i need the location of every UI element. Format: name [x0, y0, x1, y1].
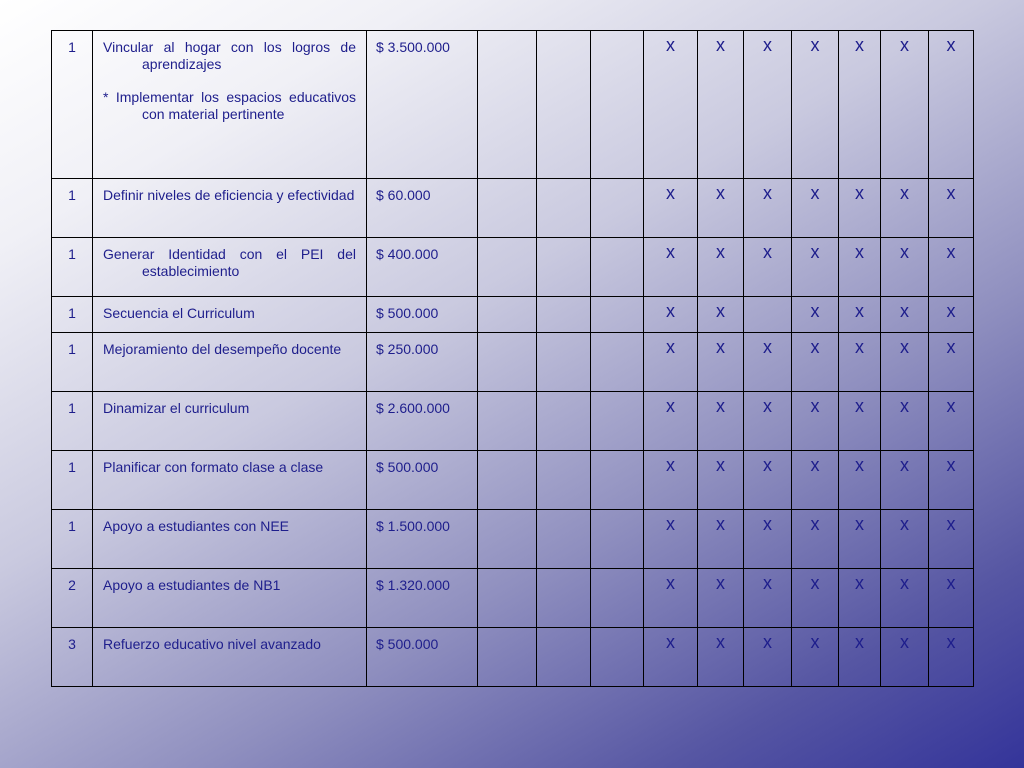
- activities-table: [51, 30, 974, 687]
- row-number: 3: [52, 628, 93, 687]
- schedule-mark: x: [839, 451, 881, 510]
- empty-cell: [537, 238, 591, 297]
- empty-cell: [478, 392, 537, 451]
- activity-cell: [93, 238, 367, 297]
- cost-cell: $ 500.000: [367, 297, 478, 333]
- empty-cell: [537, 569, 591, 628]
- schedule-mark: x: [881, 628, 929, 687]
- row-number: 1: [52, 297, 93, 333]
- activity-cell: [93, 392, 367, 451]
- schedule-mark: x: [792, 333, 839, 392]
- schedule-mark: x: [644, 451, 698, 510]
- row-number: 1: [52, 238, 93, 297]
- schedule-mark: x: [881, 451, 929, 510]
- schedule-mark: x: [792, 628, 839, 687]
- activity-text: Refuerzo educativo nivel avanzado: [103, 636, 321, 652]
- schedule-mark: x: [698, 392, 744, 451]
- empty-cell: [537, 297, 591, 333]
- cost-cell: $ 3.500.000: [367, 31, 478, 179]
- schedule-mark: x: [698, 628, 744, 687]
- cost-cell: $ 1.500.000: [367, 510, 478, 569]
- cost-cell: $ 500.000: [367, 628, 478, 687]
- activity-text: Mejoramiento del desempeño docente: [103, 341, 342, 357]
- row-number: 2: [52, 569, 93, 628]
- schedule-mark: x: [698, 333, 744, 392]
- row-number: 1: [52, 510, 93, 569]
- empty-cell: [478, 451, 537, 510]
- schedule-mark: x: [929, 628, 974, 687]
- schedule-mark: x: [744, 333, 792, 392]
- cost-cell: $ 250.000: [367, 333, 478, 392]
- schedule-mark: x: [881, 333, 929, 392]
- activity-text: Definir niveles de eficiencia y efectividad: [103, 187, 355, 203]
- activity-text: Apoyo a estudiantes con NEE: [103, 518, 290, 534]
- activity-text: * Implementar los espacios educativos con material pertinente: [103, 89, 356, 122]
- schedule-mark: x: [698, 31, 744, 179]
- row-number: 1: [52, 179, 93, 238]
- schedule-mark: x: [644, 297, 698, 333]
- activity-text: Generar Identidad con el PEI del establecimiento: [103, 246, 356, 279]
- schedule-mark: x: [929, 31, 974, 179]
- table-row: [52, 451, 974, 510]
- empty-cell: [537, 451, 591, 510]
- empty-cell: [478, 179, 537, 238]
- empty-cell: [591, 510, 644, 569]
- schedule-mark: x: [698, 510, 744, 569]
- activity-cell: [93, 31, 367, 179]
- schedule-mark: x: [839, 333, 881, 392]
- empty-cell: [478, 238, 537, 297]
- empty-cell: [591, 628, 644, 687]
- empty-cell: [591, 297, 644, 333]
- schedule-mark: x: [644, 392, 698, 451]
- schedule-mark: x: [792, 392, 839, 451]
- cost-cell: $ 400.000: [367, 238, 478, 297]
- activity-cell: [93, 333, 367, 392]
- schedule-mark: x: [744, 510, 792, 569]
- row-number: 1: [52, 392, 93, 451]
- schedule-mark: x: [792, 297, 839, 333]
- schedule-mark: x: [929, 392, 974, 451]
- schedule-mark: x: [881, 179, 929, 238]
- schedule-mark: x: [644, 31, 698, 179]
- schedule-mark: x: [839, 238, 881, 297]
- schedule-mark: x: [881, 31, 929, 179]
- empty-cell: [478, 628, 537, 687]
- empty-cell: [478, 333, 537, 392]
- schedule-mark: x: [744, 31, 792, 179]
- schedule-mark: x: [698, 451, 744, 510]
- table-row: [52, 628, 974, 687]
- schedule-mark: x: [839, 179, 881, 238]
- empty-cell: [478, 510, 537, 569]
- schedule-mark: x: [881, 297, 929, 333]
- empty-cell: [591, 451, 644, 510]
- schedule-mark: x: [839, 392, 881, 451]
- table-row: [52, 510, 974, 569]
- activity-cell: [93, 451, 367, 510]
- empty-cell: [478, 569, 537, 628]
- schedule-mark: x: [644, 569, 698, 628]
- empty-cell: [537, 510, 591, 569]
- activity-text: Planificar con formato clase a clase: [103, 459, 324, 475]
- schedule-mark: x: [744, 569, 792, 628]
- schedule-mark: x: [698, 238, 744, 297]
- schedule-mark: x: [929, 510, 974, 569]
- schedule-mark: x: [744, 628, 792, 687]
- empty-cell: [537, 392, 591, 451]
- schedule-mark: x: [839, 569, 881, 628]
- empty-cell: [591, 333, 644, 392]
- activity-cell: [93, 569, 367, 628]
- schedule-mark: x: [644, 510, 698, 569]
- schedule-mark: x: [792, 179, 839, 238]
- empty-cell: [537, 31, 591, 179]
- cost-cell: $ 2.600.000: [367, 392, 478, 451]
- schedule-mark: x: [929, 297, 974, 333]
- schedule-mark: x: [881, 238, 929, 297]
- schedule-mark: x: [644, 179, 698, 238]
- empty-cell: [591, 392, 644, 451]
- table-row: [52, 297, 974, 333]
- activity-text: Secuencia el Curriculum: [103, 305, 255, 321]
- schedule-mark: x: [881, 569, 929, 628]
- table-row: [52, 569, 974, 628]
- schedule-mark: x: [839, 31, 881, 179]
- schedule-mark: x: [792, 569, 839, 628]
- schedule-mark: x: [839, 510, 881, 569]
- activity-cell: [93, 628, 367, 687]
- activity-text: Dinamizar el curriculum: [103, 400, 250, 416]
- schedule-mark: x: [881, 510, 929, 569]
- schedule-mark: x: [792, 238, 839, 297]
- schedule-mark: x: [644, 628, 698, 687]
- schedule-mark: x: [744, 392, 792, 451]
- table-row: [52, 31, 974, 179]
- row-number: 1: [52, 31, 93, 179]
- schedule-mark: x: [744, 179, 792, 238]
- schedule-mark: x: [929, 333, 974, 392]
- empty-cell: [537, 179, 591, 238]
- empty-cell: [537, 628, 591, 687]
- schedule-mark: x: [881, 392, 929, 451]
- empty-cell: [591, 31, 644, 179]
- row-number: 1: [52, 333, 93, 392]
- schedule-mark: x: [929, 451, 974, 510]
- schedule-mark: x: [929, 179, 974, 238]
- table-body: [52, 31, 974, 687]
- schedule-mark: x: [644, 238, 698, 297]
- empty-cell: [591, 238, 644, 297]
- schedule-mark: [744, 297, 792, 333]
- schedule-mark: x: [792, 451, 839, 510]
- activity-text: Apoyo a estudiantes de NB1: [103, 577, 281, 593]
- empty-cell: [537, 333, 591, 392]
- table-row: [52, 392, 974, 451]
- cost-cell: $ 1.320.000: [367, 569, 478, 628]
- empty-cell: [591, 569, 644, 628]
- schedule-mark: x: [698, 297, 744, 333]
- schedule-mark: x: [792, 31, 839, 179]
- activity-cell: [93, 510, 367, 569]
- table-row: [52, 333, 974, 392]
- row-number: 1: [52, 451, 93, 510]
- schedule-mark: x: [839, 628, 881, 687]
- table-row: [52, 238, 974, 297]
- activity-cell: [93, 179, 367, 238]
- empty-cell: [591, 179, 644, 238]
- cost-cell: $ 60.000: [367, 179, 478, 238]
- table-row: [52, 179, 974, 238]
- schedule-mark: x: [929, 238, 974, 297]
- schedule-mark: x: [698, 179, 744, 238]
- schedule-mark: x: [792, 510, 839, 569]
- activity-text: Vincular al hogar con los logros de aprendizajes: [103, 39, 356, 72]
- empty-cell: [478, 31, 537, 179]
- schedule-mark: x: [744, 238, 792, 297]
- schedule-mark: x: [744, 451, 792, 510]
- schedule-mark: x: [644, 333, 698, 392]
- activity-cell: [93, 297, 367, 333]
- cost-cell: $ 500.000: [367, 451, 478, 510]
- schedule-mark: x: [839, 297, 881, 333]
- schedule-mark: x: [929, 569, 974, 628]
- empty-cell: [478, 297, 537, 333]
- schedule-mark: x: [698, 569, 744, 628]
